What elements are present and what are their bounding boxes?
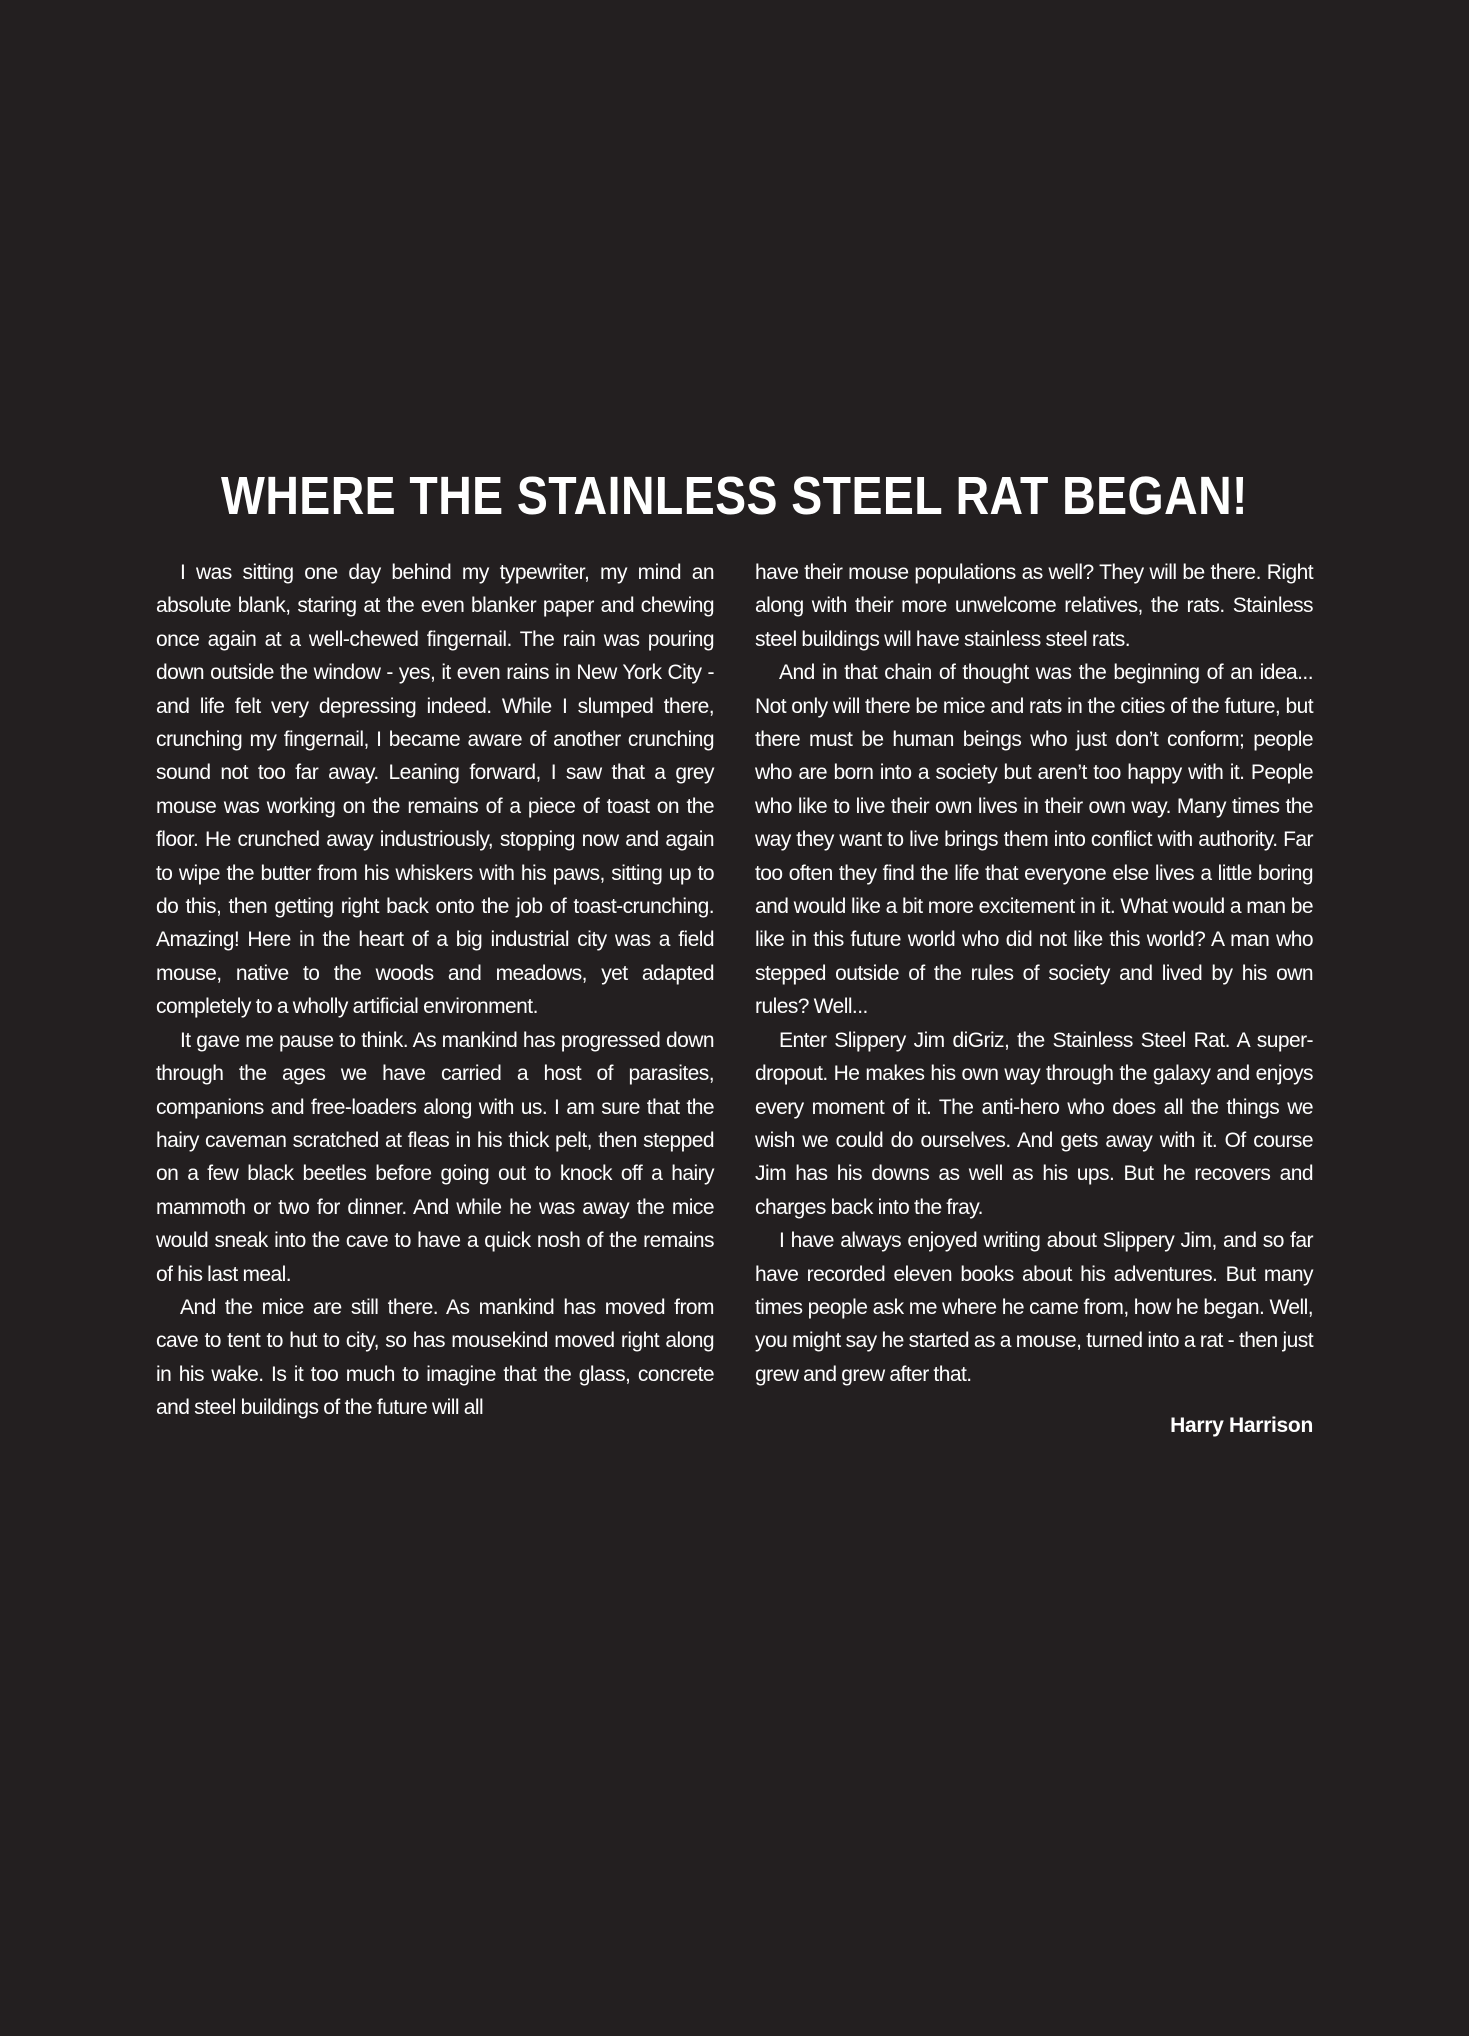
paragraph-mice-still-there: And the mice are still there. As mankind has moved from cave to tent to hut to city, so has mousekind moved right along in his wake. Is it too much to imagine that the glass, concrete and steel buildings of the future will all <box>156 1295 714 1420</box>
paragraph-parasites: It gave me pause to think. As mankind has progressed down through the ages we have carried a host of parasites, companions and free-loaders along with us. I am sure that the hairy caveman scratched at fleas in his thick pelt, then stepped on a few black beetles before going out to knock off a hairy mammoth or two for dinner. And while he was away the mice would sneak into the cave to have a quick nosh of the remains of his last meal. <box>156 1028 714 1286</box>
paragraph-slippery-jim: Enter Slippery Jim diGriz, the Stainless Steel Rat. A super-dropout. He makes his own way through the galaxy and enjoys every moment of it. The anti-hero who does all the things we wish we could do ourselves. And gets away with it. Of course Jim has his downs as well as his ups. But he recovers and charges back into the fray. <box>755 1028 1313 1219</box>
right-column <box>755 556 1313 1442</box>
paragraph-adventures: I have always enjoyed writing about Slippery Jim, and so far have recorded eleven books about his adventures. But many times people ask me where he came from, how he began. Well, you might say he started as a mouse, turned into a rat - then just grew and grew after that. <box>755 1229 1313 1386</box>
article-body <box>156 556 1313 1442</box>
paragraph-typewriter: I was sitting one day behind my typewriter, my mind an absolute blank, staring at the even blanker paper and chewing once again at a well-chewed fingernail. The rain was pouring down outside the window - yes, it even rains in New York City - and life felt very depressing indeed. While I slumped there, crunching my fingernail, I became aware of another crunching sound not too far away. Leaning forward, I saw that a grey mouse was working on the remains of a piece of toast on the floor. He crunched away industriously, stopping now and again to wipe the butter from his whiskers with his paws, sitting up to do this, then getting right back onto the job of toast-crunching. Amazing! Here in the heart of a big industrial city was a field mouse, native to the woods and meadows, yet adapted completely to a wholly artificial environment. <box>156 561 714 1019</box>
left-column <box>156 556 714 1442</box>
page-title: WHERE THE STAINLESS STEEL RAT BEGAN! <box>221 466 1248 526</box>
paragraph-continuation: have their mouse populations as well? They will be there. Right along with their more unwelcome relatives, the rats. Stainless steel buildings will have stainless steel rats. <box>755 561 1313 651</box>
paragraph-idea: And in that chain of thought was the beginning of an idea... Not only will there be mice and rats in the cities of the future, but there must be human beings who just don’t conform; people who are born into a society but aren’t too happy with it. People who like to live their own lives in their own way. Many times the way they want to live brings them into conflict with authority. Far too often they find the life that everyone else lives a little boring and would like a bit more excitement in it. What would a man be like in this future world who did not like this world? A man who stepped outside of the rules of society and lived by his own rules? Well... <box>755 661 1313 1019</box>
author-signature: Harry Harrison <box>1170 1414 1313 1438</box>
